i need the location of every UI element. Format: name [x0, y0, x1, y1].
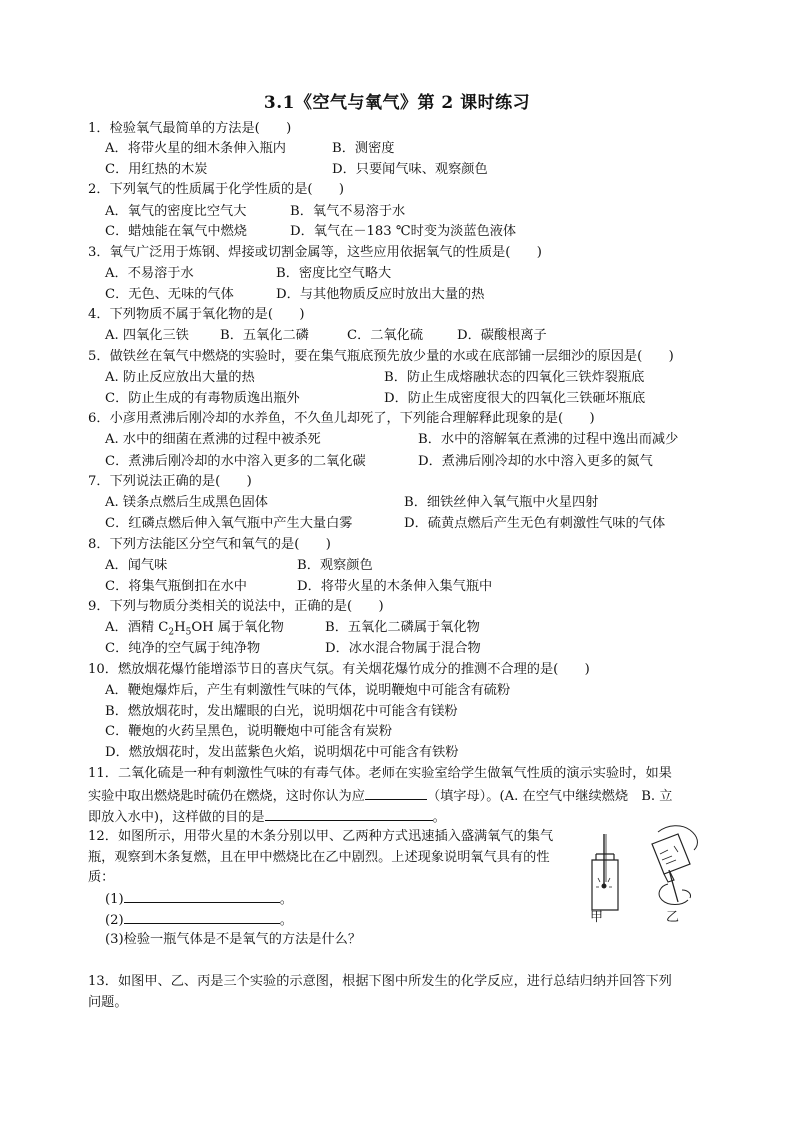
- question-1-option-d: D．只要闻气味、观察颜色: [332, 162, 488, 177]
- question-3-option-b: B．密度比空气略大: [276, 266, 392, 281]
- question-5-option-a: A. 防止反应放出大量的热: [105, 370, 255, 385]
- question-5-stem: 5．做铁丝在氧气中燃烧的实验时，要在集气瓶底预先放少量的水或在底部铺一层细沙的原因是( ): [88, 349, 674, 364]
- question-11-line-3: 即放入水中)，这样做的目的是 。: [88, 806, 446, 828]
- question-2-stem: 2．下列氧气的性质属于化学性质的是( ): [88, 182, 345, 197]
- question-7-option-c: C．红磷点燃后伸入氧气瓶中产生大量白雾: [105, 516, 353, 531]
- answer-blank-12-2[interactable]: [124, 909, 280, 924]
- question-9-stem: 9．下列与物质分类相关的说法中，正确的是( ): [88, 599, 384, 614]
- question-9-option-b: B．五氧化二磷属于氧化物: [325, 620, 480, 635]
- question-6-option-d: D．煮沸后刚冷却的水中溶入更多的氮气: [418, 454, 653, 469]
- question-12-part-1: (1) 。: [105, 888, 293, 910]
- question-1-option-c: C．用红热的木炭: [105, 162, 208, 177]
- question-4-option-d: D．碳酸根离子: [457, 328, 547, 343]
- question-12-line-1: 12．如图所示，用带火星的木条分别以甲、乙两种方式迅速插入盛满氧气的集气: [88, 829, 554, 844]
- question-4-option-a: A. 四氧化三铁: [105, 328, 189, 343]
- question-13-line-1: 13．如图甲、乙、丙是三个实验的示意图，根据下图中所发生的化学反应，进行总结归纳并回答下列: [88, 974, 672, 989]
- answer-blank-12-1[interactable]: [124, 888, 280, 903]
- question-11-line-2: 实验中取出燃烧匙时硫仍在燃烧，这时你认为应 （填字母）。(A. 在空气中继续燃烧 B. 立: [88, 785, 672, 807]
- question-9-option-c: C．纯净的空气属于纯净物: [105, 641, 261, 656]
- question-1-stem: 1．检验氧气最简单的方法是( ): [88, 121, 292, 136]
- question-9-option-d: D．冰水混合物属于混合物: [325, 641, 481, 656]
- answer-blank-11-2[interactable]: [265, 806, 433, 821]
- question-4-stem: 4．下列物质不属于氧化物的是( ): [88, 307, 305, 322]
- question-12-part-3: (3)检验一瓶气体是不是氧气的方法是什么？: [105, 932, 362, 947]
- question-7-option-a: A. 镁条点燃后生成黑色固体: [105, 495, 268, 510]
- figure-yi-hand-bottle-illustration: [638, 820, 708, 910]
- question-9-option-a: A．酒精 $C_2H_5OH$ 属于氧化物: [105, 620, 284, 638]
- figure-label-jia: 甲: [590, 910, 604, 925]
- question-1-option-b: B．测密度: [332, 141, 395, 156]
- question-11-line-1: 11．二氧化硫是一种有刺激性气味的有毒气体。老师在实验室给学生做氧气性质的演示实验时，如果: [88, 766, 672, 781]
- question-6-option-b: B．水中的溶解氧在煮沸的过程中逸出而减少: [418, 432, 679, 447]
- question-3-option-c: C．无色、无味的气体: [105, 287, 234, 302]
- question-5-option-b: B．防止生成熔融状态的四氧化三铁炸裂瓶底: [384, 370, 645, 385]
- question-12-line-3: 质：: [88, 870, 115, 885]
- question-7-option-b: B．细铁丝伸入氧气瓶中火星四射: [404, 495, 599, 510]
- question-7-stem: 7．下列说法正确的是( ): [88, 474, 252, 489]
- question-6-option-c: C．煮沸后刚冷却的水中溶入更多的二氧化碳: [105, 454, 366, 469]
- question-8-stem: 8．下列方法能区分空气和氧气的是( ): [88, 537, 331, 552]
- question-10-option-c: C．鞭炮的火药呈黑色，说明鞭炮中可能含有炭粉: [105, 724, 393, 739]
- question-12-part-2: (2) 。: [105, 909, 293, 931]
- question-10-option-d: D．燃放烟花时，发出蓝紫色火焰，说明烟花中可能含有铁粉: [105, 745, 459, 760]
- question-4-option-c: C．二氧化硫: [347, 328, 424, 343]
- question-10-option-a: A．鞭炮爆炸后，产生有刺激性气味的气体，说明鞭炮中可能含有硫粉: [105, 683, 511, 698]
- question-4-option-b: B．五氧化二磷: [220, 328, 309, 343]
- question-8-option-a: A．闻气味: [105, 558, 168, 573]
- question-2-option-a: A．氧气的密度比空气大: [105, 204, 247, 219]
- question-8-option-c: C．将集气瓶倒扣在水中: [105, 579, 247, 594]
- question-1-option-a: A．将带火星的细木条伸入瓶内: [105, 141, 286, 156]
- question-12-line-2: 瓶，观察到木条复燃，且在甲中燃烧比在乙中剧烈。上述现象说明氧气具有的性: [88, 850, 550, 865]
- question-3-option-a: A．不易溶于水: [105, 266, 194, 281]
- question-8-option-d: D．将带火星的木条伸入集气瓶中: [297, 579, 493, 594]
- question-5-option-c: C．防止生成的有毒物质逸出瓶外: [105, 391, 300, 406]
- question-6-option-a: A. 水中的细菌在煮沸的过程中被杀死: [105, 432, 321, 447]
- answer-blank-11-1[interactable]: [365, 785, 427, 800]
- question-13-line-2: 问题。: [88, 995, 128, 1010]
- question-8-option-b: B．观察颜色: [297, 558, 373, 573]
- question-5-option-d: D．防止生成密度很大的四氧化三铁砸坏瓶底: [384, 391, 646, 406]
- question-2-option-d: D．氧气在－183 ℃时变为淡蓝色液体: [290, 224, 517, 239]
- question-3-stem: 3．氧气广泛用于炼钢、焊接或切割金属等，这些应用依据氧气的性质是( ): [88, 245, 542, 260]
- question-10-option-b: B．燃放烟花时，发出耀眼的白光，说明烟花中可能含有镁粉: [105, 704, 458, 719]
- page-title: 3.1《空气与氧气》第 2 课时练习: [263, 93, 531, 113]
- question-2-option-c: C．蜡烛能在氧气中燃烧: [105, 224, 247, 239]
- figure-label-yi: 乙: [666, 910, 680, 925]
- question-10-stem: 10．燃放烟花爆竹能增添节日的喜庆气氛。有关烟花爆竹成分的推测不合理的是( ): [88, 662, 590, 677]
- question-6-stem: 6．小彦用煮沸后刚冷却的水养鱼，不久鱼儿却死了，下列能合理解释此现象的是( ): [88, 411, 595, 426]
- figure-jia-bottle-illustration: [578, 832, 630, 914]
- question-7-option-d: D．硫黄点燃后产生无色有刺激性气味的气体: [404, 516, 666, 531]
- question-2-option-b: B．氧气不易溶于水: [290, 204, 406, 219]
- question-3-option-d: D．与其他物质反应时放出大量的热: [276, 287, 485, 302]
